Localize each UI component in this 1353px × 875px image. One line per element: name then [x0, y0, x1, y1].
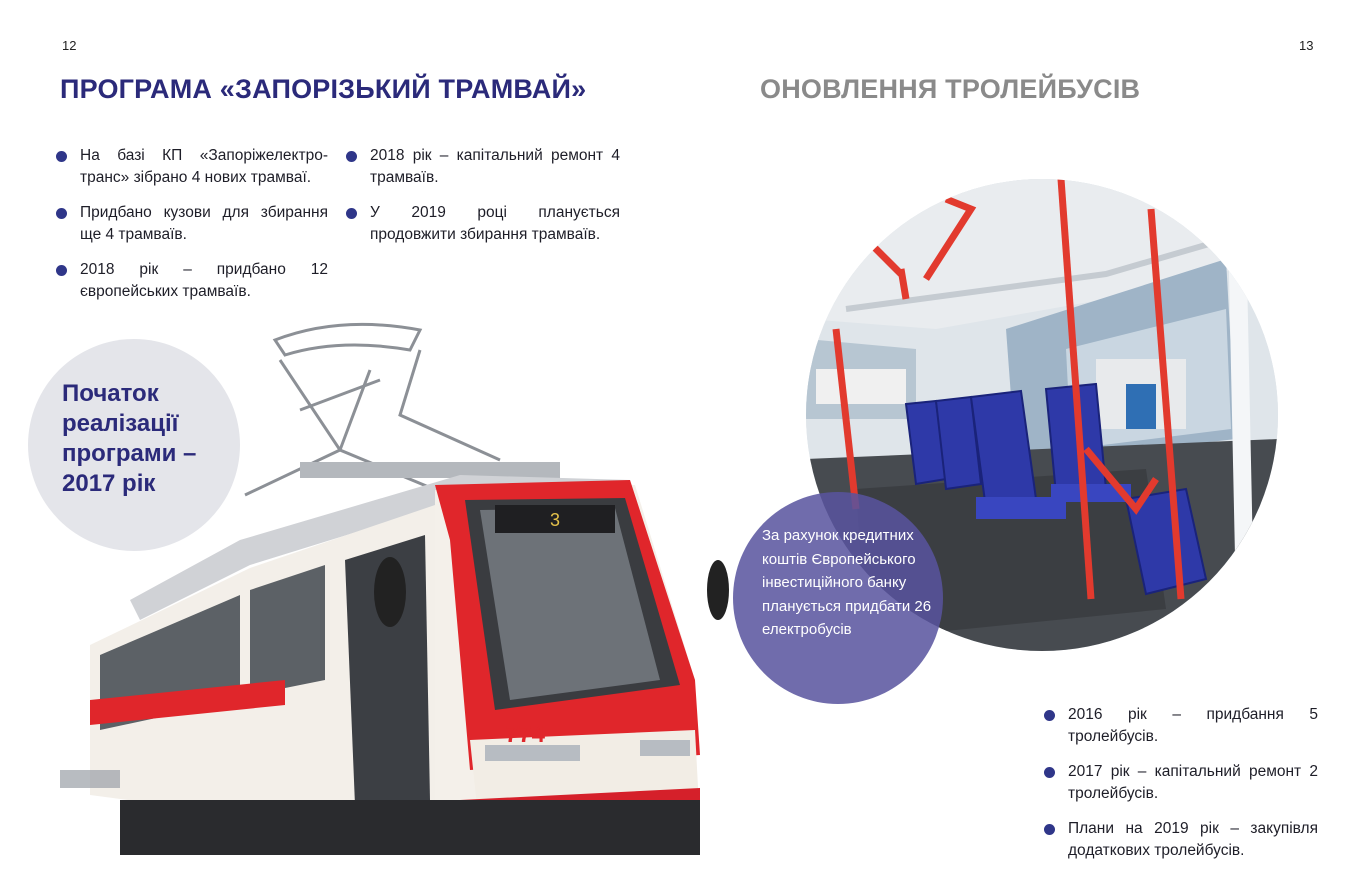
list-item	[56, 145, 328, 189]
page-title-trolleybus-renewal: ОНОВЛЕННЯ ТРОЛЕЙБУСІВ	[760, 74, 1141, 104]
list-item-text: 2016 рік – придбання 5 тролейбусів.	[1068, 706, 1318, 745]
bullet-dot-icon	[346, 208, 357, 219]
page-title-tram-program: ПРОГРАМА «ЗАПОРІЗЬКИЙ ТРАМВАЙ»	[60, 74, 587, 104]
tram-route-label: 3	[549, 510, 561, 530]
bullet-dot-icon	[56, 151, 67, 162]
list-item	[56, 259, 328, 303]
tram-number-label: 774	[504, 721, 546, 748]
list-item-text: Придбано кузови для збирання ще 4 трамваїв.	[80, 204, 328, 243]
tram-bullets-column-2	[346, 145, 620, 259]
list-item-text: На базі КП «Запоріжелектро-транс» зібрано 4 нових трамваї.	[80, 147, 328, 186]
list-item-text: 2017 рік – капітальний ремонт 2 тролейбусів.	[1068, 763, 1318, 802]
list-item-text: 2018 рік – капітальний ремонт 4 трамваїв.	[370, 147, 620, 186]
list-item	[346, 202, 620, 246]
list-item	[56, 202, 328, 246]
program-start-callout: Початок реалізації програми – 2017 рік	[62, 380, 197, 497]
list-item-text: У 2019 році планується продовжити збирання трамваїв.	[370, 204, 620, 243]
list-item-text: Плани на 2019 рік – закупівля додаткових тролейбусів.	[1068, 820, 1318, 859]
list-item	[346, 145, 620, 189]
tram-bullets-column-1	[56, 145, 328, 316]
trolleybus-bullets	[1044, 704, 1318, 875]
page-number-right: 13	[1299, 38, 1314, 53]
bullet-dot-icon	[1044, 767, 1055, 778]
bullet-dot-icon	[56, 208, 67, 219]
page-number-left: 12	[62, 38, 77, 53]
list-item	[1044, 761, 1318, 805]
bullet-dot-icon	[1044, 710, 1055, 721]
bullet-dot-icon	[1044, 824, 1055, 835]
list-item	[1044, 704, 1318, 748]
ebus-purchase-callout: За рахунок кредитних коштів Європейського інвестиційного банку планується придбати 26 електробусів	[762, 527, 932, 638]
list-item-text: 2018 рік – придбано 12 європейських трамваїв.	[80, 261, 328, 300]
bullet-dot-icon	[346, 151, 357, 162]
list-item	[1044, 818, 1318, 862]
bullet-dot-icon	[56, 265, 67, 276]
